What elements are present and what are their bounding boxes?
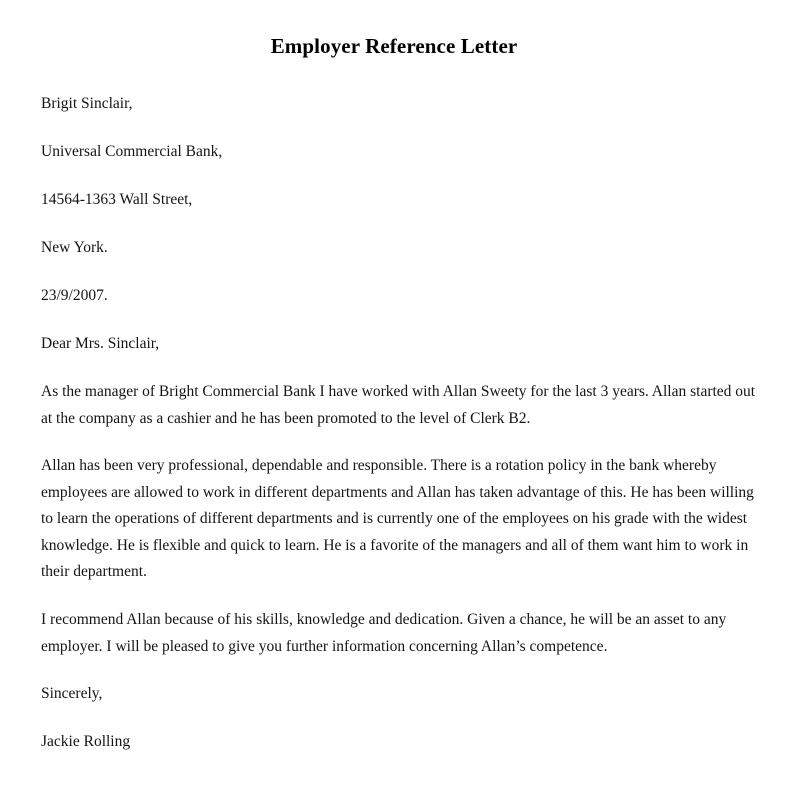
paragraph-line: their department. [41,563,147,580]
paragraph-line: I recommend Allan because of his skills, knowledge and dedication. Given a chance, he will be an asset to any [41,611,727,628]
paragraph-line: at the company as a cashier and he has been promoted to the level of Clerk B2. [41,409,531,427]
paragraph-line: employees are allowed to work in different departments and Allan has taken advantage of this. He has been willing [41,483,754,501]
closing: Sincerely, [41,685,103,702]
signature-name: Jackie Rolling [41,733,131,750]
paragraph-line: knowledge. He is flexible and quick to learn. He is a favorite of the managers and all of them want him to work in [41,536,749,554]
paragraph-line: As the manager of Bright Commercial Bank I have worked with Allan Sweety for the last 3 years. Allan started out [41,383,756,400]
recipient-name: Brigit Sinclair, [41,95,133,112]
recipient-city: New York. [41,239,108,256]
body-paragraph-1 [41,379,761,432]
body-paragraph-3 [41,607,761,660]
paragraph-line: to learn the operations of different departments and is currently one of the employees on his grade with the widest [41,510,748,527]
recipient-company: Universal Commercial Bank, [41,143,223,160]
body-paragraph-2 [41,453,761,586]
salutation: Dear Mrs. Sinclair, [41,335,160,352]
letter-date: 23/9/2007. [41,287,108,304]
paragraph-line: Allan has been very professional, dependable and responsible. There is a rotation policy in the bank whereby [41,457,717,474]
paragraph-line: employer. I will be pleased to give you further information concerning Allan’s competence. [41,637,608,655]
page-title: Employer Reference Letter [270,34,518,58]
recipient-street: 14564-1363 Wall Street, [41,191,193,208]
